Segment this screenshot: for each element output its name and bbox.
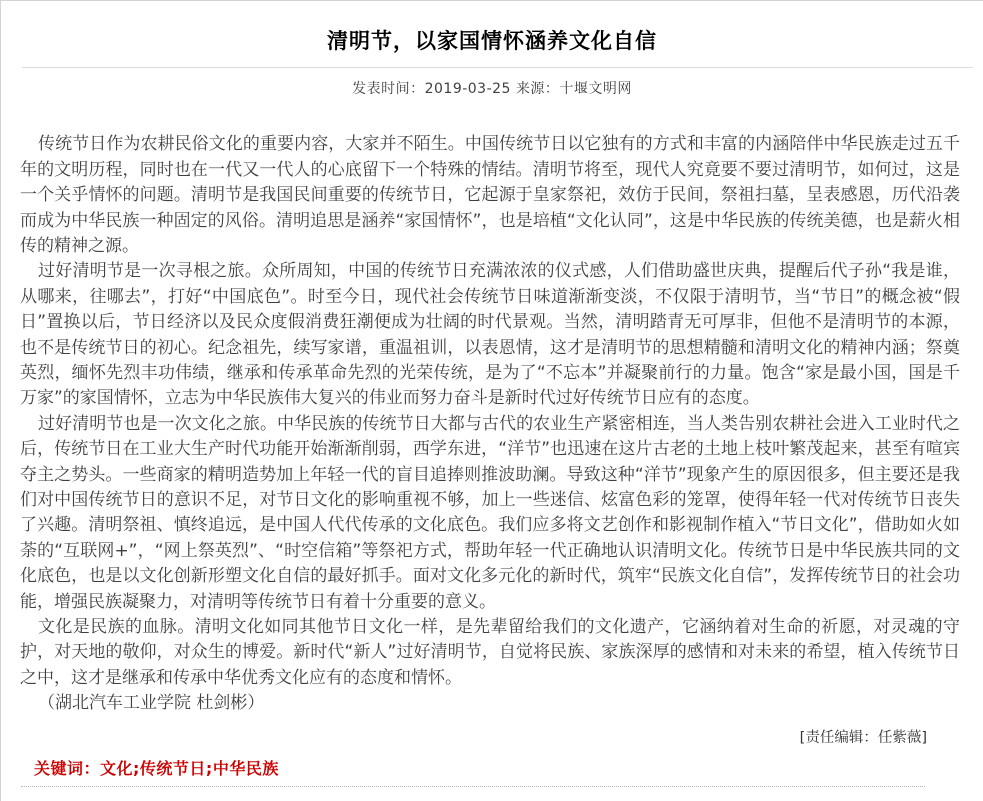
article-paragraph: 文化是民族的血脉。清明文化如同其他节日文化一样，是先辈留给我们的文化遗产，它涵纳着对生命的祈愿，对灵魂的守护，对天地的敬仰，对众生的博爱。新时代“新人”过好清明节，自觉将民族、家族深厚的感情和对未来的希望，植入传统节日之中，这才是继承和传承中华优秀文化应有的态度和情怀。 <box>20 617 960 688</box>
editor-credit: [责任编辑：任紫薇] <box>799 729 927 746</box>
keywords-row <box>21 756 925 787</box>
article-paragraph: 传统节日作为农耕民俗文化的重要内容，大家并不陌生。中国传统节日以它独有的方式和丰富的内涵陪伴中华民族走过五千年的文明历程，同时也在一代又一代人的心底留下一个特殊的情结。清明节将至，现代人究竟要不要过清明节，如何过，这是一个关乎情怀的问题。清明节是我国民间重要的传统节日，它起源于皇家祭祀，效仿于民间，祭祖扫墓，呈表感恩，历代沿袭而成为中华民族一种固定的风俗。清明追思是涵养“家国情怀”，也是培植“文化认同”，这是中华民族的传统美德，也是薪火相传的精神之源。 <box>20 134 960 256</box>
article-paragraph: 过好清明节是一次寻根之旅。众所周知，中国的传统节日充满浓浓的仪式感，人们借助盛世庆典，提醒后代子孙“我是谁，从哪来，往哪去”，打好“中国底色”。时至今日，现代社会传统节日味道渐渐变淡，不仅限于清明节，当“节日”的概念被“假日”置换以后，节日经济以及民众度假消费狂潮便成为壮阔的时代景观。当然，清明踏青无可厚非，但他不是清明节的本源，也不是传统节日的初心。纪念祖先，续写家谱，重温祖训，以表恩情，这才是清明节的思想精髓和清明文化的精神内涵；祭奠英烈，缅怀先烈丰功伟绩，继承和传承革命先烈的光荣传统，是为了“不忘本”并凝聚前行的力量。饱含“家是最小国，国是千万家”的家国情怀，立志为中华民族伟大复兴的伟业而努力奋斗是新时代过好传统节日应有的态度。 <box>20 261 960 409</box>
keywords-label: 关键词： <box>34 758 101 778</box>
article-body <box>1 132 983 716</box>
publish-meta: 发表时间：2019-03-25 来源：十堰文明网 <box>352 81 632 98</box>
author-attribution: （湖北汽车工业学院 杜剑彬） <box>38 693 265 714</box>
article-paragraph: 过好清明节也是一次文化之旅。中华民族的传统节日大都与古代的农业生产紧密相连，当人类告别农耕社会进入工业时代之后，传统节日在工业大生产时代功能开始渐渐削弱，西学东进，“洋节”也迅速在这片古老的土地上枝叶繁茂起来，甚至有喧宾夺主之势头。一些商家的精明造势加上年轻一代的盲目追捧则推波助澜。导致这种“洋节”现象产生的原因很多，但主要还是我们对中国传统节日的意识不足，对节日文化的影响重视不够，加上一些迷信、炫富色彩的笼罩，使得年轻一代对传统节日丧失了兴趣。清明祭祖、慎终追远，是中国人代代传承的文化底色。我们应多将文艺创作和影视制作植入“节日文化”，借助如火如荼的“互联网+”，“网上祭英烈”、“时空信箱”等祭祀方式，帮助年轻一代正确地认识清明文化。传统节日是中华民族共同的文化底色，也是以文化创新形塑文化自信的最好抓手。面对文化多元化的新时代，筑牢“民族文化自信”，发挥传统节日的社会功能，增强民族凝聚力，对清明等传统节日有着十分重要的意义。 <box>20 413 960 612</box>
article-title: 清明节，以家国情怀涵养文化自信 <box>327 29 657 53</box>
keyword-links[interactable]: 文化;传统节日;中华民族 <box>100 758 279 778</box>
title-divider <box>22 67 973 68</box>
